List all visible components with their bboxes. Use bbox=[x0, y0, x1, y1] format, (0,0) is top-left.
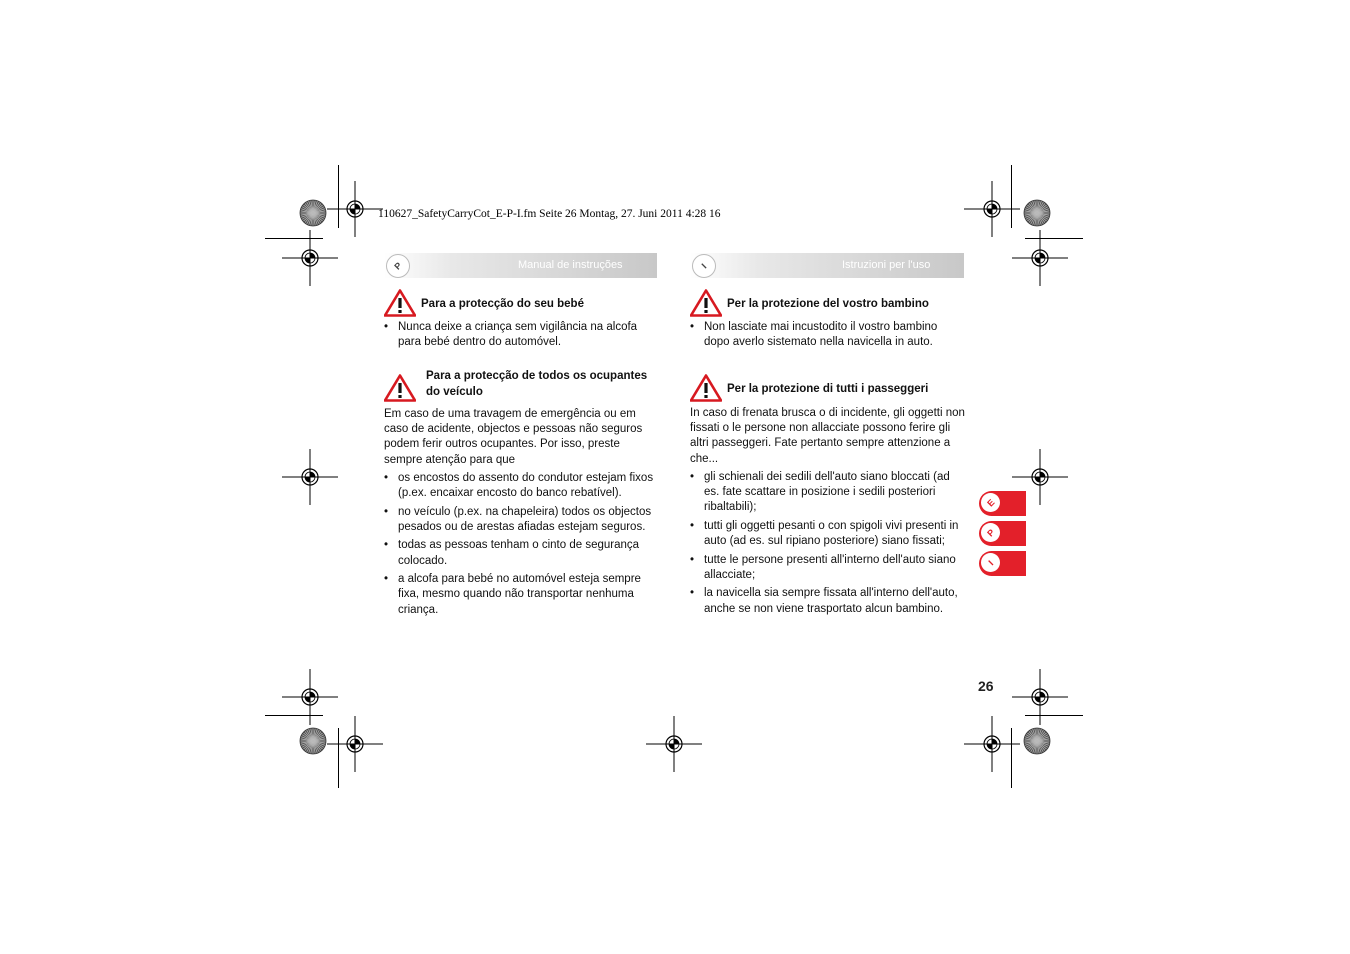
file-info: 110627_SafetyCarryCot_E-P-I.fm Seite 26 Montag, 27. Juni 2011 4:28 16 bbox=[378, 208, 721, 220]
list-item-text: tutti gli oggetti pesanti o con spigoli vivi presenti in auto (ad es. sul ripiano posteriore) siano fissati; bbox=[704, 519, 959, 548]
bullet-glyph: • bbox=[384, 573, 389, 586]
registration-mark-icon bbox=[280, 228, 340, 288]
list-item bbox=[384, 320, 659, 350]
list-item-text: os encostos do assento do condutor estejam fixos (p.ex. encaixar encosto do banco rebatível). bbox=[398, 472, 654, 500]
list-item-text: Nunca deixe a criança sem vigilância na alcofa para bebé dentro do automóvel. bbox=[398, 321, 638, 349]
list-item-text: no veículo (p.ex. na chapeleira) todos os objectos pesados ou de arestas afiadas estejam seguros. bbox=[398, 505, 652, 533]
list-item-text: a alcofa para bebé no automóvel esteja sempre fixa, mesmo quando não transportar nenhuma criança. bbox=[398, 573, 641, 616]
warning-icon bbox=[690, 374, 722, 402]
list-item-text: tutte le persone presenti all'interno dell'auto siano allacciate; bbox=[704, 553, 956, 581]
list-item bbox=[690, 586, 965, 616]
page-number: 26 bbox=[978, 678, 994, 694]
registration-mark-icon bbox=[962, 714, 1022, 774]
bullet-glyph: • bbox=[690, 587, 695, 600]
warning-icon bbox=[690, 289, 722, 317]
side-tab-e[interactable] bbox=[979, 491, 1026, 516]
side-tab-p[interactable] bbox=[979, 521, 1026, 546]
section-heading: Per la protezione del vostro bambino bbox=[727, 298, 929, 310]
warning-icon bbox=[384, 374, 416, 402]
bullet-glyph: • bbox=[690, 553, 695, 566]
list-item bbox=[690, 320, 965, 350]
side-tab-letter: P bbox=[977, 519, 1004, 546]
bullet-glyph: • bbox=[384, 505, 389, 518]
list-item bbox=[384, 505, 659, 535]
warning-icon bbox=[384, 289, 416, 317]
paragraph: Em caso de uma travagem de emergência ou em caso de acidente, objectos e pessoas não seguros podem ferir outros ocupantes. Por isso, preste sempre atenção para que bbox=[384, 408, 643, 466]
list-item-text: la navicella sia sempre fissata all'interno dell'auto, anche se non viene trasportato alcun bambino. bbox=[704, 587, 958, 615]
list-item bbox=[384, 471, 659, 501]
list-item bbox=[384, 538, 659, 568]
starburst-mark-icon bbox=[299, 199, 327, 227]
bullet-list bbox=[384, 320, 659, 354]
registration-mark-icon bbox=[325, 714, 385, 774]
starburst-mark-icon bbox=[1023, 727, 1051, 755]
list-item bbox=[690, 470, 965, 516]
list-item bbox=[690, 519, 965, 549]
section-heading: Para a protecção de todos os ocupantes do veículo bbox=[426, 370, 648, 398]
side-tab-letter: E bbox=[977, 489, 1004, 516]
list-item bbox=[690, 553, 965, 583]
header-title-left: Manual de instruções bbox=[518, 259, 623, 271]
bullet-list bbox=[384, 471, 659, 621]
starburst-mark-icon bbox=[299, 727, 327, 755]
bullet-glyph: • bbox=[690, 519, 695, 532]
bullet-glyph: • bbox=[384, 321, 389, 333]
header-bar-left bbox=[384, 253, 657, 278]
list-item-text: gli schienali dei sedili dell'auto siano bloccati (ad es. fate scattare in posizione i sedili posteriori ribaltabili); bbox=[704, 471, 950, 514]
list-item-text: Non lasciate mai incustodito il vostro bambino dopo averlo sistemato nella navicella in auto. bbox=[704, 321, 938, 349]
bullet-list bbox=[690, 320, 965, 354]
side-tab-letter: I bbox=[977, 549, 1004, 576]
bullet-glyph: • bbox=[384, 472, 389, 484]
starburst-mark-icon bbox=[1023, 199, 1051, 227]
registration-mark-icon bbox=[1010, 228, 1070, 288]
paragraph: In caso di frenata brusca o di incidente, gli oggetti non fissati o le persone non allacciate possono ferire gli altri passeggeri. Fate pertanto sempre attenzione a che... bbox=[690, 407, 965, 465]
registration-mark-icon bbox=[644, 714, 704, 774]
language-tab-p: P bbox=[381, 249, 415, 283]
list-item bbox=[384, 572, 659, 618]
language-tab-i: I bbox=[687, 249, 721, 283]
bullet-glyph: • bbox=[384, 539, 389, 552]
registration-mark-icon bbox=[280, 447, 340, 507]
section-heading: Per la protezione di tutti i passeggeri bbox=[727, 383, 929, 395]
list-item-text: todas as pessoas tenham o cinto de segurança colocado. bbox=[398, 539, 640, 567]
bullet-list bbox=[690, 470, 965, 620]
header-bar-right bbox=[690, 253, 964, 278]
bullet-glyph: • bbox=[690, 321, 695, 333]
side-tab-i[interactable] bbox=[979, 551, 1026, 576]
header-title-right: Istruzioni per l'uso bbox=[842, 259, 931, 271]
bullet-glyph: • bbox=[690, 471, 695, 483]
section-heading: Para a protecção do seu bebé bbox=[421, 298, 584, 310]
